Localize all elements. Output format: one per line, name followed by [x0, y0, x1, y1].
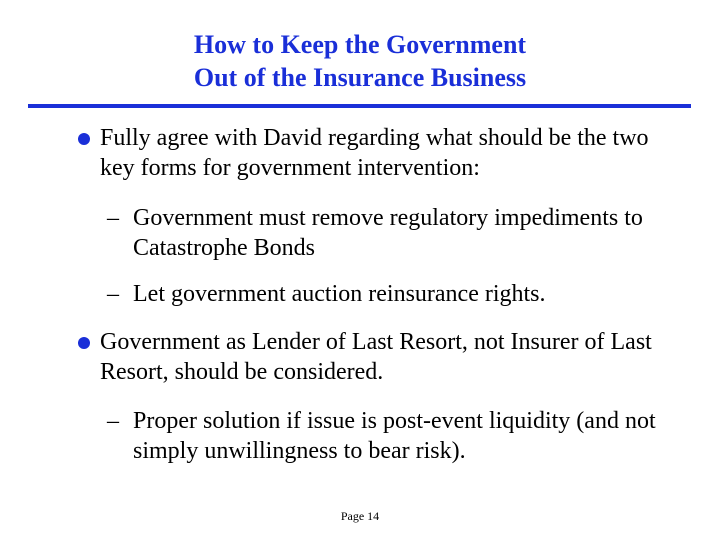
sub-bullet-item [107, 279, 673, 309]
title-line-2: Out of the Insurance Business [193, 63, 527, 92]
bullet-text: Government as Lender of Last Resort, not Insurer of Last Resort, should be considered. [100, 329, 652, 385]
title-divider [28, 104, 691, 108]
dash-icon: – [107, 281, 119, 307]
bullet-item [100, 123, 670, 183]
sub-bullet-item [107, 203, 673, 263]
page-number: Page 14 [340, 509, 380, 523]
sub-bullet-text: Let government auction reinsurance rights. [133, 281, 546, 307]
dash-icon: – [107, 408, 119, 434]
bullet-text: Fully agree with David regarding what should be the two key forms for government intervention: [100, 125, 649, 181]
slide-title [0, 28, 720, 94]
bullet-item [100, 327, 670, 387]
sub-bullet-text: Proper solution if issue is post-event liquidity (and not simply unwillingness to bear risk). [133, 408, 656, 464]
sub-bullet-text: Government must remove regulatory impediments to Catastrophe Bonds [133, 205, 643, 261]
bullet-dot-icon [78, 337, 90, 349]
bullet-dot-icon [78, 133, 90, 145]
sub-bullet-item [107, 406, 673, 466]
dash-icon: – [107, 205, 119, 231]
title-line-1: How to Keep the Government [193, 30, 527, 59]
